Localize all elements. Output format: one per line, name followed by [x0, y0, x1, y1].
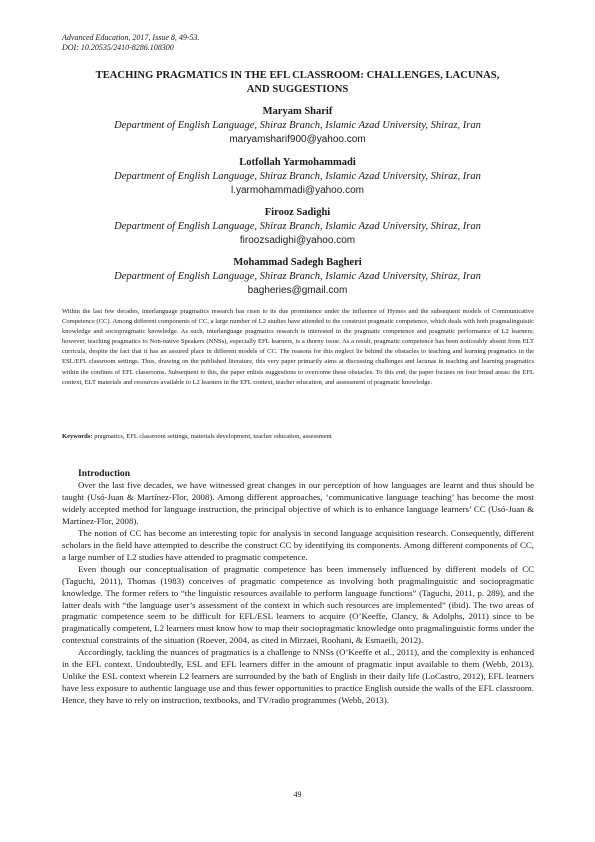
author-email: maryamsharif900@yahoo.com [229, 134, 366, 145]
author-block [62, 205, 533, 248]
paragraph: The notion of CC has become an interesting topic for analysis in second language acquisition research. Consequently, different scholars in the field have attempted to describe the construct CC by identifying its components. Among different components of CC, a large number of L2 studies have attended to pragmatic competence. [62, 527, 534, 562]
paragraph: Even though our conceptualisation of pragmatic competence has been immensely influenced by different models of CC (Taguchi, 2011), Thomas (1983) conceives of pragmatic competence as involving both pragmalinguistic and sociopragmatic knowledge. The former refers to “the linguistic resources available to perform language functions” (Taguchi, 2011, p. 289), and the latter deals with “the language user’s assessment of the context in which such resources are implemented” (ibid). The two areas of pragmatic competence seem to be difficult for EFL/ESL learners to acquire (O’Keeffe, Clancy, & Adolphs, 2011) since to be pragmatically competent, L2 learners must know how to map their sociopragmatic knowledge onto pragmalinguistic forms under the contextual constraints of the situation (Roever, 2004, as cited in Mirzaei, Roohani, & Esmaeili, 2012). [62, 563, 534, 646]
paper-title [70, 69, 525, 97]
author-block [62, 104, 533, 147]
author-email: l.yarmohammadi@yahoo.com [231, 185, 364, 196]
journal-citation: Advanced Education, 2017, Issue 8, 49-53. [62, 33, 200, 42]
author-block [62, 155, 533, 198]
author-name: Firooz Sadighi [264, 207, 331, 218]
author-affiliation: Department of English Language, Shiraz Branch, Islamic Azad University, Shiraz, Iran [114, 171, 481, 182]
author-name: Lotfollah Yarmohammadi [239, 157, 356, 168]
author-affiliation: Department of English Language, Shiraz Branch, Islamic Azad University, Shiraz, Iran [114, 271, 481, 282]
author-email: firoozsadighi@yahoo.com [239, 235, 356, 246]
title-line-2: AND SUGGESTIONS [246, 84, 349, 95]
author-affiliation: Department of English Language, Shiraz Branch, Islamic Azad University, Shiraz, Iran [114, 120, 481, 131]
author-name: Maryam Sharif [262, 106, 333, 117]
abstract: Within the last few decades, interlanguage pragmatics research has risen to its due prominence under the influence of Hymes and the subsequent models of Communicative Competence (CC). Among different components of CC, a large number of L2 studies have attended to the construct pragmatic competence, which deals with both pragmalinguistic knowledge and sociopragmatic knowledge. As such, interlanguage pragmatics research is interested in the pragmatic competence and pragmatic performance of L2 learners; however, teaching pragmatics to Non-native Speakers (NNSs), especially EFL learners, is a thorny issue. As a result, pragmatic competence has been noticeably absent from ELT curricula, despite the fact that it has an assured place in different models of CC. The reasons for this neglect lie behind the obstacles to teaching and learning pragmatics in the ESL/EFL classroom settings. Thus, drawing on the published literature, this very paper primarily aims at discussing challenges and lacunas in teaching and learning pragmatics within the confines of EFL classrooms. Subsequent to this, the paper enlists suggestions to overcome these obstacles. To this end, the paper focuses on four broad areas: the EFL context, ELT materials and resources available to L2 learners in the EFL context, teacher education, and assessment of pragmatic knowledge. [62, 308, 534, 386]
paragraph: Over the last five decades, we have witnessed great changes in our perception of how languages are learnt and thus should be taught (Usó-Juan & Martínez-Flor, 2008). Among different approaches, ‘communicative language teaching’ has become the most widely accepted method for language instruction, the principal objective of which is to enhance language learners’ CC (Usó-Juan & Martínez-Flor, 2008). [62, 480, 534, 526]
keywords-text: pragmatics, EFL classroom settings, materials development, teacher education, assessment [94, 433, 332, 440]
journal-header [62, 33, 200, 53]
author-name: Mohammad Sadegh Bagheri [233, 257, 362, 268]
section-heading: Introduction [78, 468, 131, 479]
author-affiliation: Department of English Language, Shiraz Branch, Islamic Azad University, Shiraz, Iran [114, 221, 481, 232]
keywords-label: Keywords: [62, 433, 93, 440]
introduction-body [62, 480, 534, 707]
keywords [62, 432, 534, 442]
paragraph: Accordingly, tackling the nuances of pragmatics is a challenge to NNSs (O’Keeffe et al., 2011), and the complexity is enhanced in the EFL context. Undoubtedly, ESL and EFL learners differ in the amount of pragmatic input available to them (Webb, 2013). Unlike the ESL context wherein L2 learners are surrounded by the bath of English in their daily life (LoCastro, 2012), EFL learners have less exposure to authentic language use and thus fewer opportunities to practice English outside the walls of the EFL classroom. Hence, they have to rely on instruction, textbooks, and TV/radio programmes (Webb, 2013). [62, 647, 534, 706]
title-line-1: TEACHING PRAGMATICS IN THE EFL CLASSROOM: CHALLENGES, LACUNAS, [95, 70, 500, 81]
author-block [62, 255, 533, 298]
doi: DOI: 10.20535/2410-8286.108300 [62, 43, 174, 52]
page-number: 49 [293, 790, 302, 799]
author-email: bagheries@gmail.com [247, 285, 348, 296]
